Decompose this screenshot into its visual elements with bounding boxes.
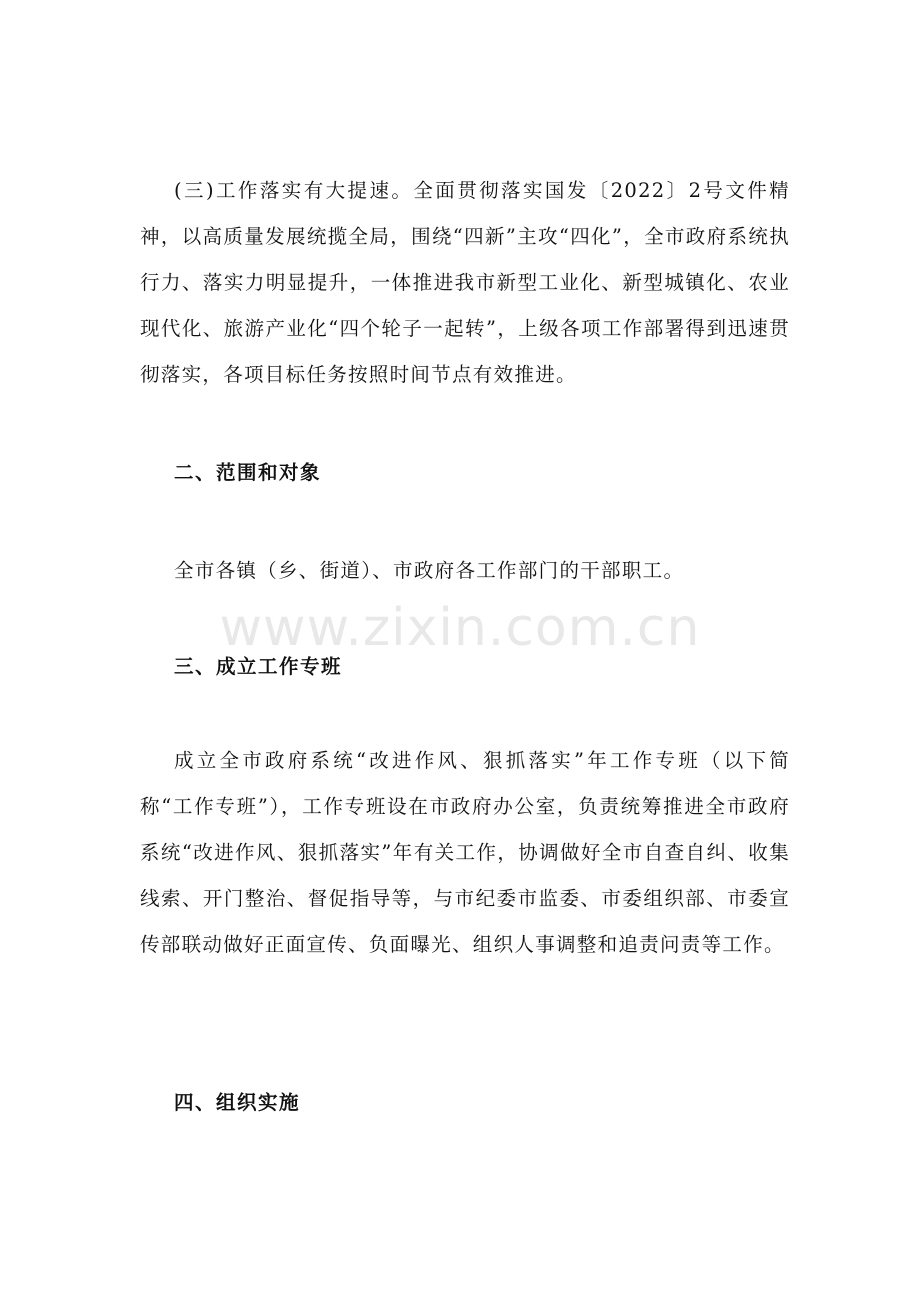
section-heading-organization: 四、组织实施 xyxy=(174,1091,301,1114)
section-heading-task-force: 三、成立工作专班 xyxy=(174,655,343,678)
section-heading-scope: 二、范围和对象 xyxy=(174,461,322,484)
watermark-text: www.zixin.com.cn xyxy=(219,598,701,658)
paragraph-task-force: 成立全市政府系统“改进作风、狠抓落实”年工作专班（以下简称“工作专班”），工作专班设在市政府办公室，负责统筹推进全市政府系统“改进作风、狠抓落实”年有关工作，协调做好全市自查自纠、收集线索、开门整治、督促指导等，与市纪委市监委、市委组织部、市委宣传部联动做好正面宣传、负面曝光、组织人事调整和追责问责等工作。 xyxy=(140,749,790,956)
paragraph-work-implementation: (三)工作落实有大提速。全面贯彻落实国发〔2022〕2号文件精神，以高质量发展统揽全局，围绕“四新”主攻“四化”，全市政府系统执行力、落实力明显提升，一体推进我市新型工业化、新型城镇化、农业现代化、旅游产业化“四个轮子一起转”，上级各项工作部署得到迅速贯彻落实，各项目标任务按照时间节点有效推进。 xyxy=(140,179,790,386)
paragraph-scope: 全市各镇（乡、街道）、市政府各工作部门的干部职工。 xyxy=(174,559,685,582)
